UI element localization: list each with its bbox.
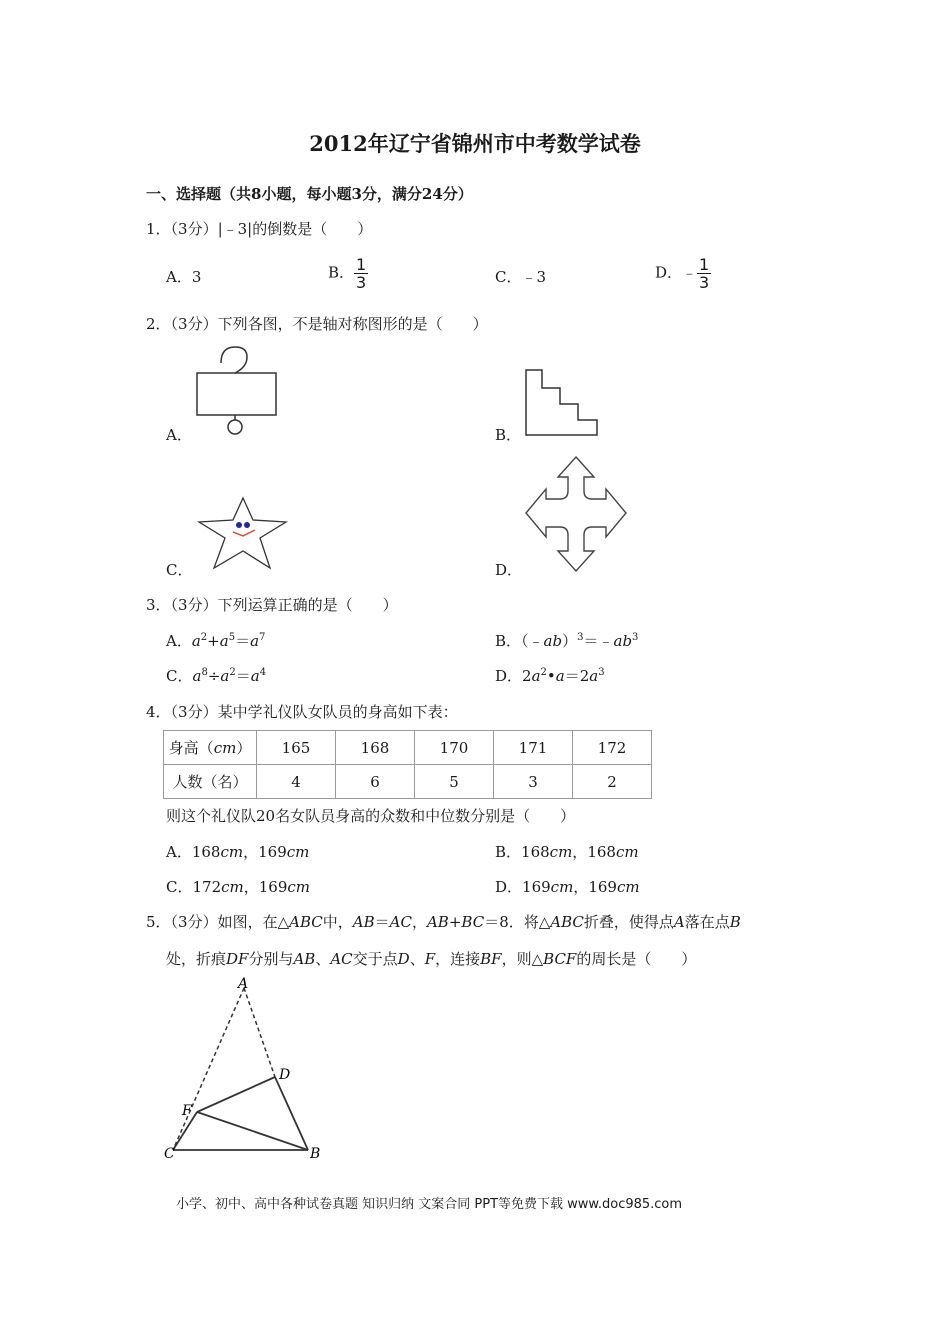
q4-option-d: D．169cm，169cm — [495, 878, 640, 896]
q1-option-d-label: D． — [655, 263, 683, 282]
height-table — [163, 730, 652, 799]
q2-option-c: C． — [166, 561, 193, 579]
section-heading: 一、选择题（共8小题，每小题3分，满分24分） — [146, 185, 473, 203]
q1-option-d — [655, 256, 711, 291]
table-cell: 171 — [494, 731, 573, 765]
q2-stem: 2．（3分）下列各图，不是轴对称图形的是（ ） — [146, 315, 488, 333]
q4-option-c: C．172cm，169cm — [166, 878, 311, 896]
q1-option-b-label: B． — [328, 263, 355, 282]
q1-b-denominator: 3 — [356, 273, 367, 292]
triangle-fold-figure — [160, 975, 330, 1165]
table-row — [164, 731, 652, 765]
q1-option-b-fraction — [354, 256, 368, 291]
q5-stem-line1: 5．（3分）如图，在△ABC中，AB＝AC，AB+BC＝8．将△ABC折叠，使得点A落在点B — [146, 913, 741, 931]
point-label-f: F — [182, 1103, 192, 1119]
q3-a-label: A． — [166, 632, 192, 650]
point-label-a: A — [238, 976, 249, 992]
q3-d-label: D． — [495, 667, 523, 685]
q2-option-d: D． — [495, 561, 523, 579]
star-figure — [193, 494, 293, 574]
q1-stem: 1．（3分）|﹣3|的倒数是（ ） — [146, 220, 373, 238]
table-cell: 172 — [573, 731, 652, 765]
table-cell: 4 — [257, 765, 336, 799]
q4-option-b: B．168cm，168cm — [495, 843, 639, 861]
table-cell: 2 — [573, 765, 652, 799]
q4-question: 则这个礼仪队20名女队员身高的众数和中位数分别是（ ） — [166, 807, 576, 825]
table-cell: 165 — [257, 731, 336, 765]
table-header-count: 人数（名） — [164, 765, 257, 799]
point-label-d: D — [279, 1067, 291, 1083]
q1-option-c: C．﹣3 — [495, 268, 547, 286]
q1-option-b — [328, 256, 368, 291]
q3-b-label: B． — [495, 632, 522, 650]
q3-stem: 3．（3分）下列运算正确的是（ ） — [146, 596, 398, 614]
q3-option-c: C．$a^8\div a^2=a^4$ — [166, 667, 267, 685]
page-title: 2012年辽宁省锦州市中考数学试卷 — [309, 131, 641, 156]
q1-d-denominator: 3 — [699, 273, 710, 292]
q3-option-d: D．$2a^2•a=2a^3$ — [495, 667, 605, 685]
point-label-c: C — [164, 1146, 175, 1162]
q2-option-b: B． — [495, 426, 522, 444]
footer-banner: 小学、初中、高中各种试卷真题 知识归纳 文案合同 PPT等免费下载 www.doc985.com — [176, 1197, 683, 1212]
q1-d-numerator: 1 — [699, 255, 710, 274]
four-arrows-figure — [522, 455, 632, 573]
q3-option-b: B．$(﹣ab)^3=﹣ab^3$ — [495, 632, 639, 650]
table-cell: 6 — [336, 765, 415, 799]
q3-option-a: A．$a^2+a^5=a^7$ — [166, 632, 266, 650]
q1-option-d-sign: ﹣ — [682, 263, 698, 282]
table-cell: 5 — [415, 765, 494, 799]
table-cell: 168 — [336, 731, 415, 765]
table-row — [164, 765, 652, 799]
q2-option-a: A． — [166, 426, 192, 444]
hanging-sign-figure — [185, 343, 285, 438]
point-label-b: B — [310, 1146, 321, 1162]
q4-option-a: A．168cm，169cm — [166, 843, 310, 861]
table-header-height: 身高（cm） — [164, 731, 257, 765]
q3-c-label: C． — [166, 667, 193, 685]
q1-option-d-fraction — [697, 256, 711, 291]
table-cell: 3 — [494, 765, 573, 799]
staircase-figure — [522, 368, 602, 438]
q4-stem: 4．（3分）某中学礼仪队女队员的身高如下表： — [146, 703, 458, 721]
q5-stem-line2: 处，折痕DF分别与AB、AC交于点D、F，连接BF，则△BCF的周长是（ ） — [166, 950, 697, 968]
q1-option-a: A．3 — [166, 268, 202, 286]
table-cell: 170 — [415, 731, 494, 765]
q1-b-numerator: 1 — [356, 255, 367, 274]
